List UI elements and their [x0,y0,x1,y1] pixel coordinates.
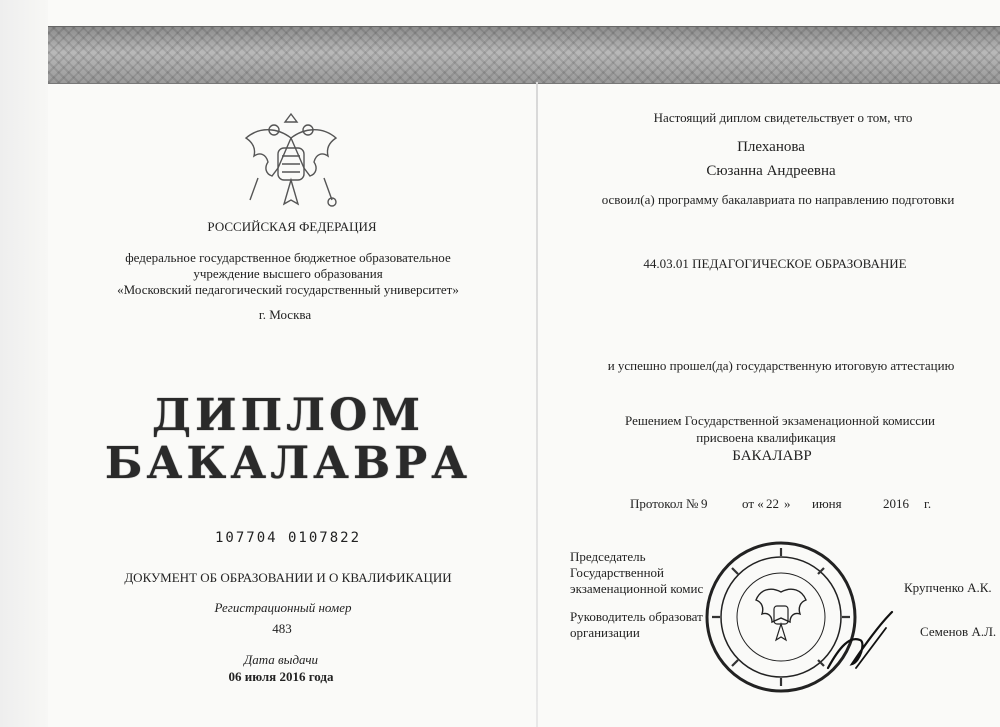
guilloche-top-band [48,26,1000,84]
diploma-title-line-1: ДИПЛОМ [151,390,425,441]
double-headed-eagle-emblem-icon [238,108,344,220]
institution-line-1: федеральное государственное бюджетное образовательное [125,250,451,265]
issue-date: 06 июля 2016 года [228,669,334,684]
decision-line-2: присвоена квалификация [696,430,836,445]
head-line-2: организации [570,625,640,640]
intro-text: Настоящий диплом свидетельствует о том, что [653,110,913,125]
federation-label: РОССИЙСКАЯ ФЕДЕРАЦИЯ [207,219,377,234]
head-line-1: Руководитель образоват [570,609,703,624]
decision-line-1: Решением Государственной экзаменационной комиссии [625,413,935,428]
chair-line-1: Председатель [570,549,646,564]
head-name: Семенов А.Л. [920,624,997,639]
program-name: 44.03.01 ПЕДАГОГИЧЕСКОЕ ОБРАЗОВАНИЕ [643,256,907,271]
protocol-day: 22 [766,496,779,511]
holder-given-names: Сюзанна Андреевна [706,163,836,179]
attestation-text: и успешно прошел(да) государственную итоговую аттестацию [607,358,955,373]
institution-line-2: учреждение высшего образования [193,266,383,281]
chair-line-3: экзаменационной комис [570,581,704,596]
issue-date-label: Дата выдачи [243,652,319,667]
protocol-label: Протокол № [630,496,699,511]
institution-line-3: «Московский педагогический государственный университет» [117,282,459,297]
holder-surname: Плеханова [737,139,805,155]
chair-line-2: Государственной [570,565,665,580]
registration-label: Регистрационный номер [214,600,352,615]
protocol-year-suffix: г. [924,496,932,511]
registration-number: 483 [272,621,292,636]
protocol-number: 9 [701,496,708,511]
handwritten-signature-icon [820,606,900,678]
qualification: БАКАЛАВР [732,448,812,464]
protocol-from: от « [742,496,764,511]
protocol-year: 2016 [883,496,909,511]
program-intro: освоил(а) программу бакалавриата по направлению подготовки [601,192,955,207]
protocol-close-quote: » [784,496,791,511]
scan-left-edge [0,0,48,727]
document-type: ДОКУМЕНТ ОБ ОБРАЗОВАНИИ И О КВАЛИФИКАЦИИ [124,570,452,585]
protocol-month: июня [812,496,842,511]
diploma-title-line-2: БАКАЛАВРА [104,438,472,489]
chair-name: Крупченко А.К. [904,580,992,595]
serial-number: 107704 0107822 [214,530,362,546]
center-fold [536,82,538,727]
city-label: г. Москва [258,307,312,322]
